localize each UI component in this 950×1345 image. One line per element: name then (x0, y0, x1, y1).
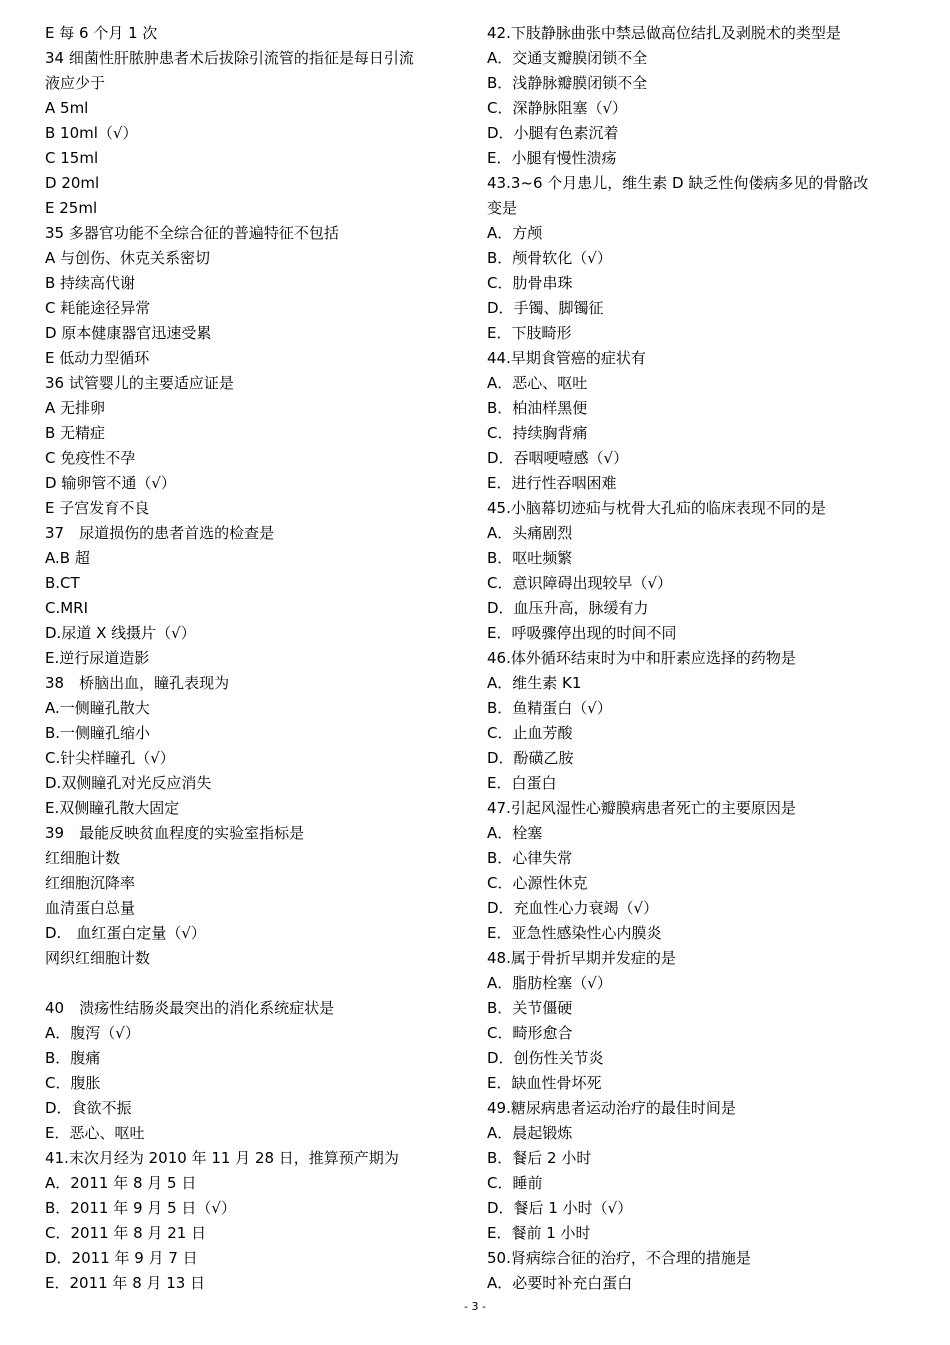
text-line: 43.3~6 个月患儿，维生素 D 缺乏性佝偻病多见的骨骼改 (487, 174, 869, 192)
text-line: A．腹泻（√） (45, 1024, 140, 1042)
text-line: A．恶心、呕吐 (487, 374, 588, 392)
text-line: E．缺血性骨坏死 (487, 1074, 602, 1092)
text-line: D 输卵管不通（√） (45, 474, 176, 492)
text-line: C．2011 年 8 月 21 日 (45, 1224, 207, 1242)
right-column (487, 21, 907, 1296)
text-line: A．方颅 (487, 224, 543, 242)
text-line: C 耗能途径异常 (45, 299, 151, 317)
text-line: D.尿道 X 线摄片（√） (45, 624, 196, 642)
text-line: E 低动力型循环 (45, 349, 150, 367)
text-line: B．腹痛 (45, 1049, 101, 1067)
text-line: 44.早期食管癌的症状有 (487, 349, 646, 367)
text-line: A．栓塞 (487, 824, 543, 842)
text-line: D．手镯、脚镯征 (487, 299, 604, 317)
text-line: A.一侧瞳孔散大 (45, 699, 150, 717)
text-line: B 无精症 (45, 424, 106, 442)
text-line: C．意识障碍出现较早（√） (487, 574, 673, 592)
text-line: A．晨起锻炼 (487, 1124, 573, 1142)
text-line: 液应少于 (45, 74, 106, 92)
text-line: C.针尖样瞳孔（√） (45, 749, 175, 767)
text-line: D. 血红蛋白定量（√） (45, 924, 206, 942)
text-line: C．肋骨串珠 (487, 274, 573, 292)
text-line: E．小腿有慢性溃疡 (487, 149, 617, 167)
text-line: 50.肾病综合征的治疗，不合理的措施是 (487, 1249, 751, 1267)
text-line: E．呼吸骤停出现的时间不同 (487, 624, 677, 642)
left-column (45, 21, 465, 1296)
text-line (45, 971, 465, 996)
text-line: C．畸形愈合 (487, 1024, 573, 1042)
text-line: A．交通支瓣膜闭锁不全 (487, 49, 648, 67)
text-line: E.逆行尿道造影 (45, 649, 150, 667)
text-line: E．白蛋白 (487, 774, 557, 792)
text-line: 42.下肢静脉曲张中禁忌做高位结扎及剥脱术的类型是 (487, 24, 841, 42)
text-line: D．创伤性关节炎 (487, 1049, 604, 1067)
text-line: 45.小脑幕切迹疝与枕骨大孔疝的临床表现不同的是 (487, 499, 826, 517)
text-line: E 子宫发育不良 (45, 499, 150, 517)
text-line: E．亚急性感染性心内膜炎 (487, 924, 662, 942)
text-line: 39 最能反映贫血程度的实验室指标是 (45, 824, 305, 842)
text-line: D．吞咽哽噎感（√） (487, 449, 629, 467)
text-line: A．头痛剧烈 (487, 524, 573, 542)
text-line: E 25ml (45, 199, 98, 217)
text-line: D．小腿有色素沉着 (487, 124, 619, 142)
text-line: D．酚磺乙胺 (487, 749, 574, 767)
text-line: C．止血芳酸 (487, 724, 573, 742)
text-line: B 持续高代谢 (45, 274, 136, 292)
text-line: 红细胞沉降率 (45, 874, 136, 892)
text-line: A 无排卵 (45, 399, 106, 417)
text-line: C．心源性休克 (487, 874, 588, 892)
text-line: 41.末次月经为 2010 年 11 月 28 日，推算预产期为 (45, 1149, 399, 1167)
text-line: A.B 超 (45, 549, 90, 567)
text-line: C．腹胀 (45, 1074, 101, 1092)
text-line: A．必要时补充白蛋白 (487, 1274, 633, 1292)
text-line: C 免疫性不孕 (45, 449, 136, 467)
text-line: 37 尿道损伤的患者首选的检查是 (45, 524, 275, 542)
text-line: 47.引起风湿性心瓣膜病患者死亡的主要原因是 (487, 799, 796, 817)
text-line: 34 细菌性肝脓肿患者术后拔除引流管的指征是每日引流 (45, 49, 414, 67)
text-line: B．2011 年 9 月 5 日（√） (45, 1199, 236, 1217)
text-line: 49.糖尿病患者运动治疗的最佳时间是 (487, 1099, 736, 1117)
text-line: B 10ml（√） (45, 124, 138, 142)
text-line: 36 试管婴儿的主要适应证是 (45, 374, 234, 392)
text-line: B．关节僵硬 (487, 999, 573, 1017)
text-line: E.双侧瞳孔散大固定 (45, 799, 180, 817)
text-line: 46.体外循环结束时为中和肝素应选择的药物是 (487, 649, 796, 667)
text-line: 48.属于骨折早期并发症的是 (487, 949, 676, 967)
text-line: D．餐后 1 小时（√） (487, 1199, 633, 1217)
text-line: C．持续胸背痛 (487, 424, 588, 442)
text-line: E．2011 年 8 月 13 日 (45, 1274, 206, 1292)
text-line: 网织红细胞计数 (45, 949, 151, 967)
text-line: B.一侧瞳孔缩小 (45, 724, 151, 742)
text-line: D.双侧瞳孔对光反应消失 (45, 774, 212, 792)
text-line: B．呕吐频繁 (487, 549, 573, 567)
text-line: D 20ml (45, 174, 100, 192)
text-line: B．心律失常 (487, 849, 573, 867)
text-line: A．维生素 K1 (487, 674, 582, 692)
text-line: C.MRI (45, 599, 89, 617)
text-line: B．柏油样黑便 (487, 399, 588, 417)
text-line: A．2011 年 8 月 5 日 (45, 1174, 197, 1192)
text-line: B．浅静脉瓣膜闭锁不全 (487, 74, 648, 92)
page-number: - 3 - (464, 1300, 486, 1313)
text-line: A．脂肪栓塞（√） (487, 974, 612, 992)
text-line: D．充血性心力衰竭（√） (487, 899, 659, 917)
text-line: D．食欲不振 (45, 1099, 132, 1117)
text-line: 变是 (487, 199, 518, 217)
text-line: D 原本健康器官迅速受累 (45, 324, 212, 342)
text-line: D．2011 年 9 月 7 日 (45, 1249, 198, 1267)
text-line: 血清蛋白总量 (45, 899, 136, 917)
text-line: B．鱼精蛋白（√） (487, 699, 612, 717)
text-line: A 与创伤、休克关系密切 (45, 249, 211, 267)
text-line: 40 溃疡性结肠炎最突出的消化系统症状是 (45, 999, 335, 1017)
text-line: D．血压升高，脉缓有力 (487, 599, 649, 617)
text-line: E 每 6 个月 1 次 (45, 24, 158, 42)
text-line: B．餐后 2 小时 (487, 1149, 592, 1167)
text-line: A 5ml (45, 99, 89, 117)
text-line: B.CT (45, 574, 80, 592)
text-line: 35 多器官功能不全综合征的普遍特征不包括 (45, 224, 339, 242)
text-line: E．恶心、呕吐 (45, 1124, 145, 1142)
text-line: 38 桥脑出血，瞳孔表现为 (45, 674, 230, 692)
text-line: C．深静脉阻塞（√） (487, 99, 628, 117)
text-line: 红细胞计数 (45, 849, 121, 867)
text-line: E．餐前 1 小时 (487, 1224, 591, 1242)
text-line: C 15ml (45, 149, 99, 167)
text-line: B．颅骨软化（√） (487, 249, 612, 267)
text-line: E．下肢畸形 (487, 324, 572, 342)
text-line: E．进行性吞咽困难 (487, 474, 617, 492)
text-line: C．睡前 (487, 1174, 543, 1192)
